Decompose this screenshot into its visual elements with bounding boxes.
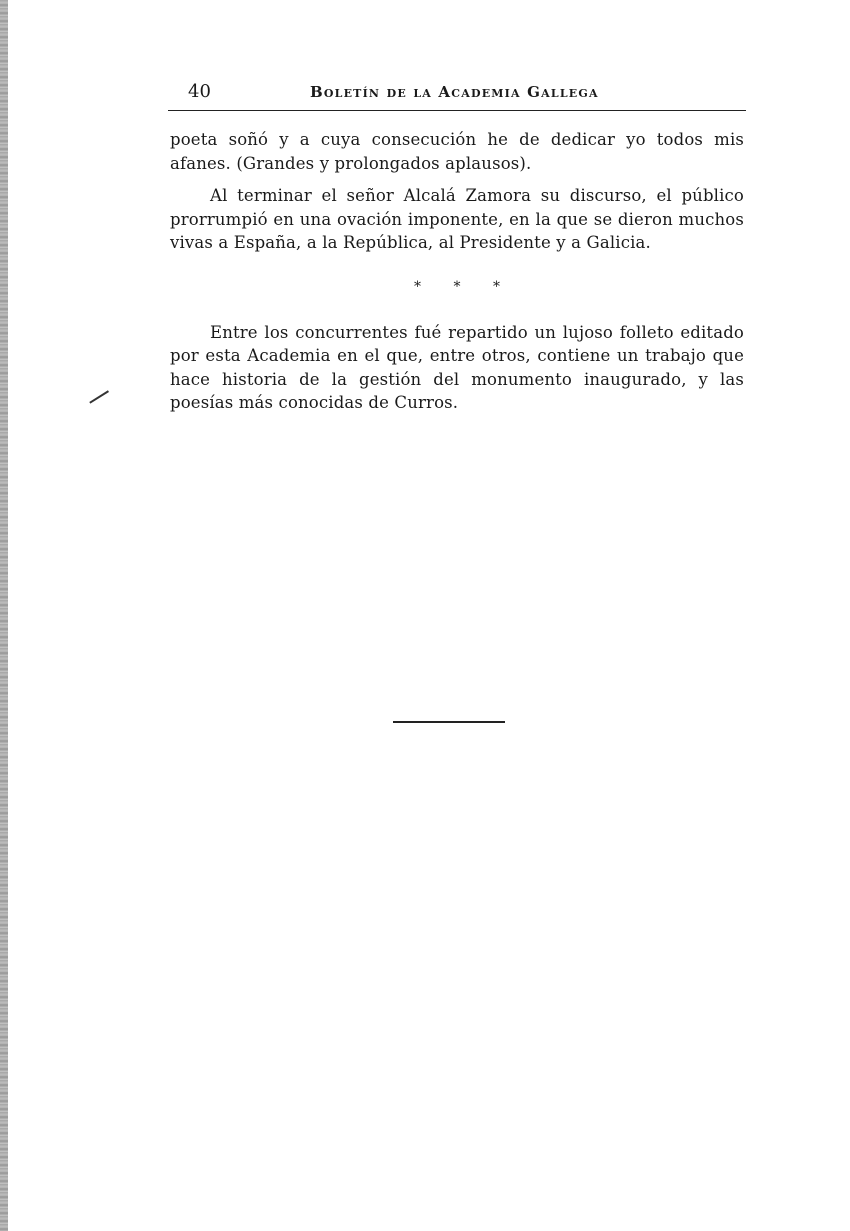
running-title: Boletín de la Academia Gallega <box>310 83 599 101</box>
paragraph-pamphlet: Entre los concurrentes fué repartido un lujoso folleto editado por esta Academia en el que, entre otros, contiene un trabajo que hace historia de la gestión del monumento inaugurado, y las poesías más conocidas de Curros. <box>170 322 744 412</box>
page-number: 40 <box>188 81 211 102</box>
body-text <box>170 128 744 415</box>
section-asterism: * * * <box>414 278 514 295</box>
end-rule <box>393 721 505 723</box>
stray-ink-mark <box>89 390 108 403</box>
paragraph-continuation: poeta soñó y a cuya consecución he de dedicar yo todos mis afanes. (Grandes y prolongados aplausos). <box>170 130 744 173</box>
page-header <box>168 80 746 111</box>
page-binding-edge <box>0 0 8 1231</box>
paragraph-ovation: Al terminar el señor Alcalá Zamora su discurso, el público prorrumpió en una ovación imponente, en la que se dieron muchos vivas a España, a la República, al Presidente y a Galicia. <box>170 186 744 252</box>
